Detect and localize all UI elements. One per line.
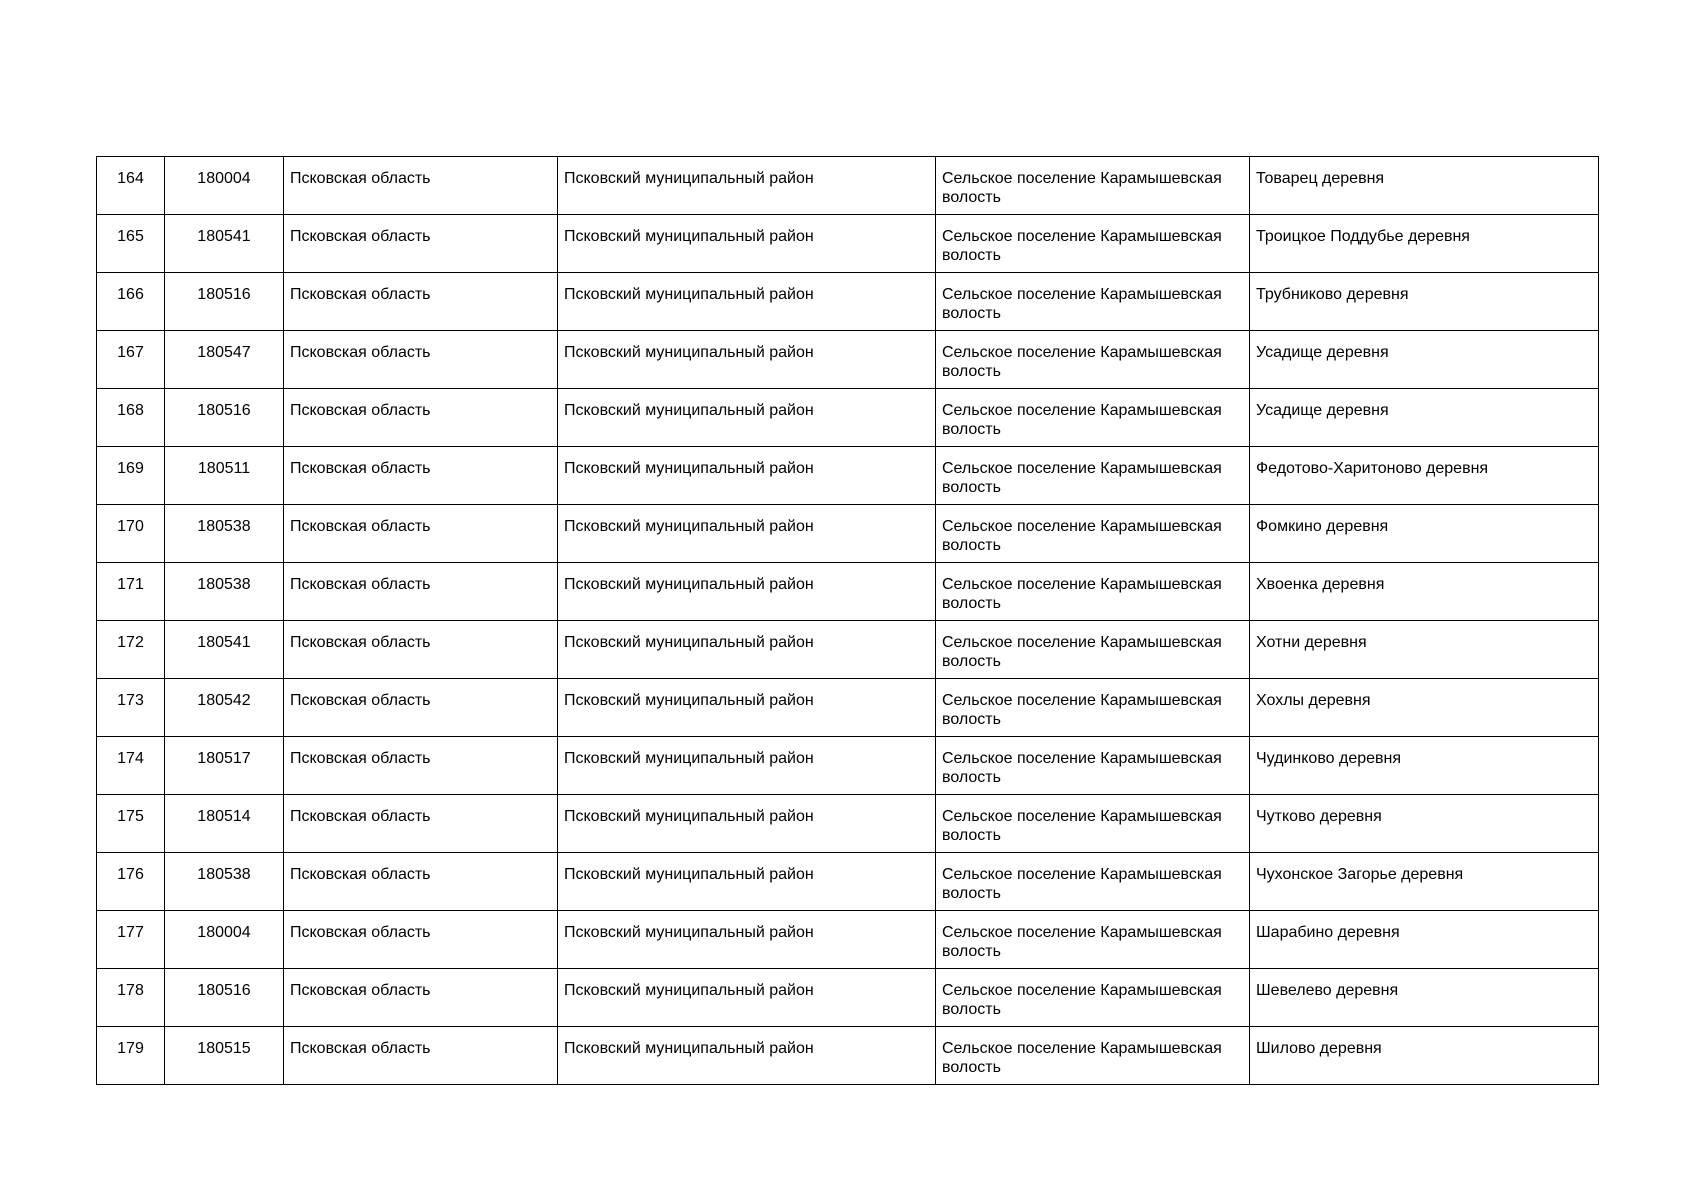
locality-cell: Фомкино деревня [1250, 505, 1599, 563]
settlement-cell: Сельское поселение Карамышевская волость [936, 389, 1250, 447]
district-cell: Псковский муниципальный район [558, 853, 936, 911]
row-number-cell: 169 [97, 447, 165, 505]
region-cell: Псковская область [284, 389, 558, 447]
locality-cell: Хохлы деревня [1250, 679, 1599, 737]
locality-cell: Хотни деревня [1250, 621, 1599, 679]
code-cell: 180538 [165, 563, 284, 621]
code-cell: 180547 [165, 331, 284, 389]
locality-cell: Усадище деревня [1250, 389, 1599, 447]
locality-cell: Трубниково деревня [1250, 273, 1599, 331]
code-cell: 180511 [165, 447, 284, 505]
table-row [97, 911, 1599, 969]
settlement-cell: Сельское поселение Карамышевская волость [936, 679, 1250, 737]
code-cell: 180516 [165, 969, 284, 1027]
district-cell: Псковский муниципальный район [558, 563, 936, 621]
settlement-cell: Сельское поселение Карамышевская волость [936, 853, 1250, 911]
settlement-cell: Сельское поселение Карамышевская волость [936, 157, 1250, 215]
district-cell: Псковский муниципальный район [558, 795, 936, 853]
locality-cell: Чутково деревня [1250, 795, 1599, 853]
code-cell: 180004 [165, 157, 284, 215]
table-row [97, 853, 1599, 911]
table-row [97, 157, 1599, 215]
district-cell: Псковский муниципальный район [558, 621, 936, 679]
table-row [97, 737, 1599, 795]
district-cell: Псковский муниципальный район [558, 331, 936, 389]
region-cell: Псковская область [284, 157, 558, 215]
row-number-cell: 170 [97, 505, 165, 563]
code-cell: 180541 [165, 215, 284, 273]
district-cell: Псковский муниципальный район [558, 447, 936, 505]
region-cell: Псковская область [284, 447, 558, 505]
code-cell: 180004 [165, 911, 284, 969]
district-cell: Псковский муниципальный район [558, 157, 936, 215]
code-cell: 180541 [165, 621, 284, 679]
row-number-cell: 175 [97, 795, 165, 853]
code-cell: 180538 [165, 853, 284, 911]
settlement-cell: Сельское поселение Карамышевская волость [936, 505, 1250, 563]
table-row [97, 505, 1599, 563]
locality-cell: Чухонское Загорье деревня [1250, 853, 1599, 911]
table-row [97, 795, 1599, 853]
district-cell: Псковский муниципальный район [558, 911, 936, 969]
row-number-cell: 173 [97, 679, 165, 737]
table-row [97, 447, 1599, 505]
row-number-cell: 168 [97, 389, 165, 447]
settlement-cell: Сельское поселение Карамышевская волость [936, 911, 1250, 969]
row-number-cell: 165 [97, 215, 165, 273]
settlement-cell: Сельское поселение Карамышевская волость [936, 795, 1250, 853]
row-number-cell: 166 [97, 273, 165, 331]
row-number-cell: 176 [97, 853, 165, 911]
settlement-cell: Сельское поселение Карамышевская волость [936, 215, 1250, 273]
settlement-cell: Сельское поселение Карамышевская волость [936, 969, 1250, 1027]
region-cell: Псковская область [284, 737, 558, 795]
region-cell: Псковская область [284, 969, 558, 1027]
table-row [97, 621, 1599, 679]
region-cell: Псковская область [284, 621, 558, 679]
district-cell: Псковский муниципальный район [558, 505, 936, 563]
locality-registry-table [96, 156, 1599, 1085]
code-cell: 180515 [165, 1027, 284, 1085]
region-cell: Псковская область [284, 505, 558, 563]
settlement-cell: Сельское поселение Карамышевская волость [936, 447, 1250, 505]
row-number-cell: 172 [97, 621, 165, 679]
region-cell: Псковская область [284, 1027, 558, 1085]
district-cell: Псковский муниципальный район [558, 737, 936, 795]
row-number-cell: 171 [97, 563, 165, 621]
region-cell: Псковская область [284, 273, 558, 331]
table-row [97, 215, 1599, 273]
settlement-cell: Сельское поселение Карамышевская волость [936, 273, 1250, 331]
region-cell: Псковская область [284, 911, 558, 969]
region-cell: Псковская область [284, 795, 558, 853]
region-cell: Псковская область [284, 853, 558, 911]
table-row [97, 563, 1599, 621]
locality-cell: Федотово-Харитоново деревня [1250, 447, 1599, 505]
table-row [97, 969, 1599, 1027]
code-cell: 180516 [165, 389, 284, 447]
table-body [97, 157, 1599, 1085]
district-cell: Псковский муниципальный район [558, 1027, 936, 1085]
table-row [97, 273, 1599, 331]
row-number-cell: 174 [97, 737, 165, 795]
table-row [97, 1027, 1599, 1085]
code-cell: 180542 [165, 679, 284, 737]
locality-cell: Товарец деревня [1250, 157, 1599, 215]
table-row [97, 389, 1599, 447]
code-cell: 180517 [165, 737, 284, 795]
locality-cell: Троицкое Поддубье деревня [1250, 215, 1599, 273]
region-cell: Псковская область [284, 679, 558, 737]
region-cell: Псковская область [284, 331, 558, 389]
row-number-cell: 167 [97, 331, 165, 389]
code-cell: 180514 [165, 795, 284, 853]
district-cell: Псковский муниципальный район [558, 969, 936, 1027]
settlement-cell: Сельское поселение Карамышевская волость [936, 331, 1250, 389]
table-row [97, 331, 1599, 389]
district-cell: Псковский муниципальный район [558, 389, 936, 447]
locality-cell: Шарабино деревня [1250, 911, 1599, 969]
region-cell: Псковская область [284, 215, 558, 273]
locality-cell: Чудинково деревня [1250, 737, 1599, 795]
row-number-cell: 179 [97, 1027, 165, 1085]
row-number-cell: 164 [97, 157, 165, 215]
district-cell: Псковский муниципальный район [558, 215, 936, 273]
settlement-cell: Сельское поселение Карамышевская волость [936, 1027, 1250, 1085]
settlement-cell: Сельское поселение Карамышевская волость [936, 621, 1250, 679]
settlement-cell: Сельское поселение Карамышевская волость [936, 563, 1250, 621]
region-cell: Псковская область [284, 563, 558, 621]
row-number-cell: 177 [97, 911, 165, 969]
table-row [97, 679, 1599, 737]
settlement-cell: Сельское поселение Карамышевская волость [936, 737, 1250, 795]
code-cell: 180516 [165, 273, 284, 331]
locality-cell: Усадище деревня [1250, 331, 1599, 389]
locality-cell: Хвоенка деревня [1250, 563, 1599, 621]
locality-cell: Шевелево деревня [1250, 969, 1599, 1027]
row-number-cell: 178 [97, 969, 165, 1027]
district-cell: Псковский муниципальный район [558, 679, 936, 737]
locality-cell: Шилово деревня [1250, 1027, 1599, 1085]
district-cell: Псковский муниципальный район [558, 273, 936, 331]
code-cell: 180538 [165, 505, 284, 563]
